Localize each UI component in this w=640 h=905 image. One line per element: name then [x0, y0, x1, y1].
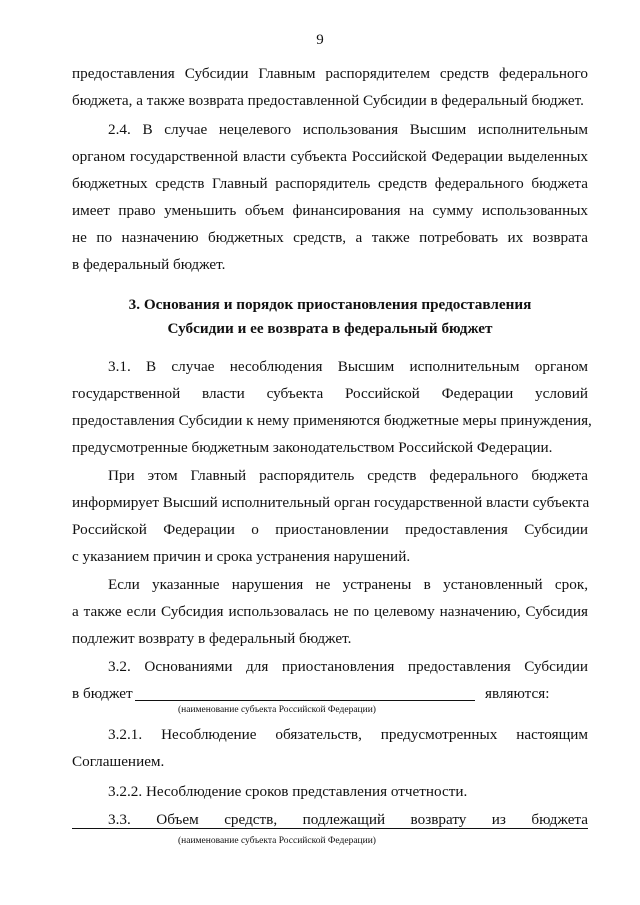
para-2-4-line-6: в федеральный бюджет.: [72, 256, 226, 273]
para-return-line-1: Если указанные нарушения не устранены в установленный срок,: [108, 576, 588, 593]
para1-line-1: предоставления Субсидии Главным распорядителем средств федерального: [72, 65, 588, 82]
para-return-line-2: а также если Субсидия использовалась не по целевому назначению, Субсидия: [72, 603, 588, 620]
para-2-4-line-1: 2.4. В случае нецелевого использования Высшим исполнительным: [108, 121, 588, 138]
subject-name-caption-bottom: (наименование субъекта Российской Федерации): [178, 836, 376, 846]
para-3-2-1-line-2: Соглашением.: [72, 753, 165, 770]
para-2-4-line-5: не по назначению бюджетных средств, а также потребовать их возврата: [72, 229, 588, 246]
para-3-1-line-2: государственной власти субъекта Российской Федерации условий: [72, 385, 588, 402]
para-3-3-line-1: 3.3. Объем средств, подлежащий возврату из бюджета: [108, 811, 588, 828]
para-return-line-3: подлежит возврату в федеральный бюджет.: [72, 630, 352, 647]
para-inform-line-4: с указанием причин и срока устранения нарушений.: [72, 548, 411, 565]
para-3-1-line-1: 3.1. В случае несоблюдения Высшим исполнительным органом: [108, 358, 588, 375]
subject-name-blank[interactable]: [72, 814, 588, 829]
para-3-1-line-4: предусмотренные бюджетным законодательством Российской Федерации.: [72, 439, 553, 456]
para-inform-line-2: информирует Высший исполнительный орган государственной власти субъекта: [72, 494, 590, 511]
para-3-2-1-line-1: 3.2.1. Несоблюдение обязательств, предусмотренных настоящим: [108, 726, 588, 743]
para-inform-line-1: При этом Главный распорядитель средств федерального бюджета: [108, 467, 588, 484]
para-3-1-line-3: предоставления Субсидии к нему применяются бюджетные меры принуждения,: [72, 412, 592, 429]
para1-line-2: бюджета, а также возврата предоставленной Субсидии в федеральный бюджет.: [72, 92, 584, 109]
subject-name-caption: (наименование субъекта Российской Федерации): [178, 705, 376, 715]
section-3-heading-line-1: 3. Основания и порядок приостановления предоставления: [128, 296, 532, 313]
para-2-4-line-2: органом государственной власти субъекта Российской Федерации выделенных: [72, 148, 588, 165]
para-3-2-suffix: являются:: [485, 685, 550, 702]
page-number: 9: [316, 32, 324, 48]
para-3-2-prefix: в бюджет: [72, 685, 133, 702]
para-2-4-line-3: бюджетных средств Главный распорядитель средств федерального бюджета: [72, 175, 588, 192]
section-3-heading-line-2: Субсидии и ее возврата в федеральный бюджет: [167, 320, 493, 337]
para-3-2-2: 3.2.2. Несоблюдение сроков представления отчетности.: [108, 783, 468, 800]
para-inform-line-3: Российской Федерации о приостановлении предоставления Субсидии: [72, 521, 588, 538]
budget-name-blank[interactable]: [135, 686, 475, 701]
para-3-2-line-1: 3.2. Основаниями для приостановления предоставления Субсидии: [108, 658, 588, 675]
para-2-4-line-4: имеет право уменьшить объем финансирования на сумму использованных: [72, 202, 588, 219]
